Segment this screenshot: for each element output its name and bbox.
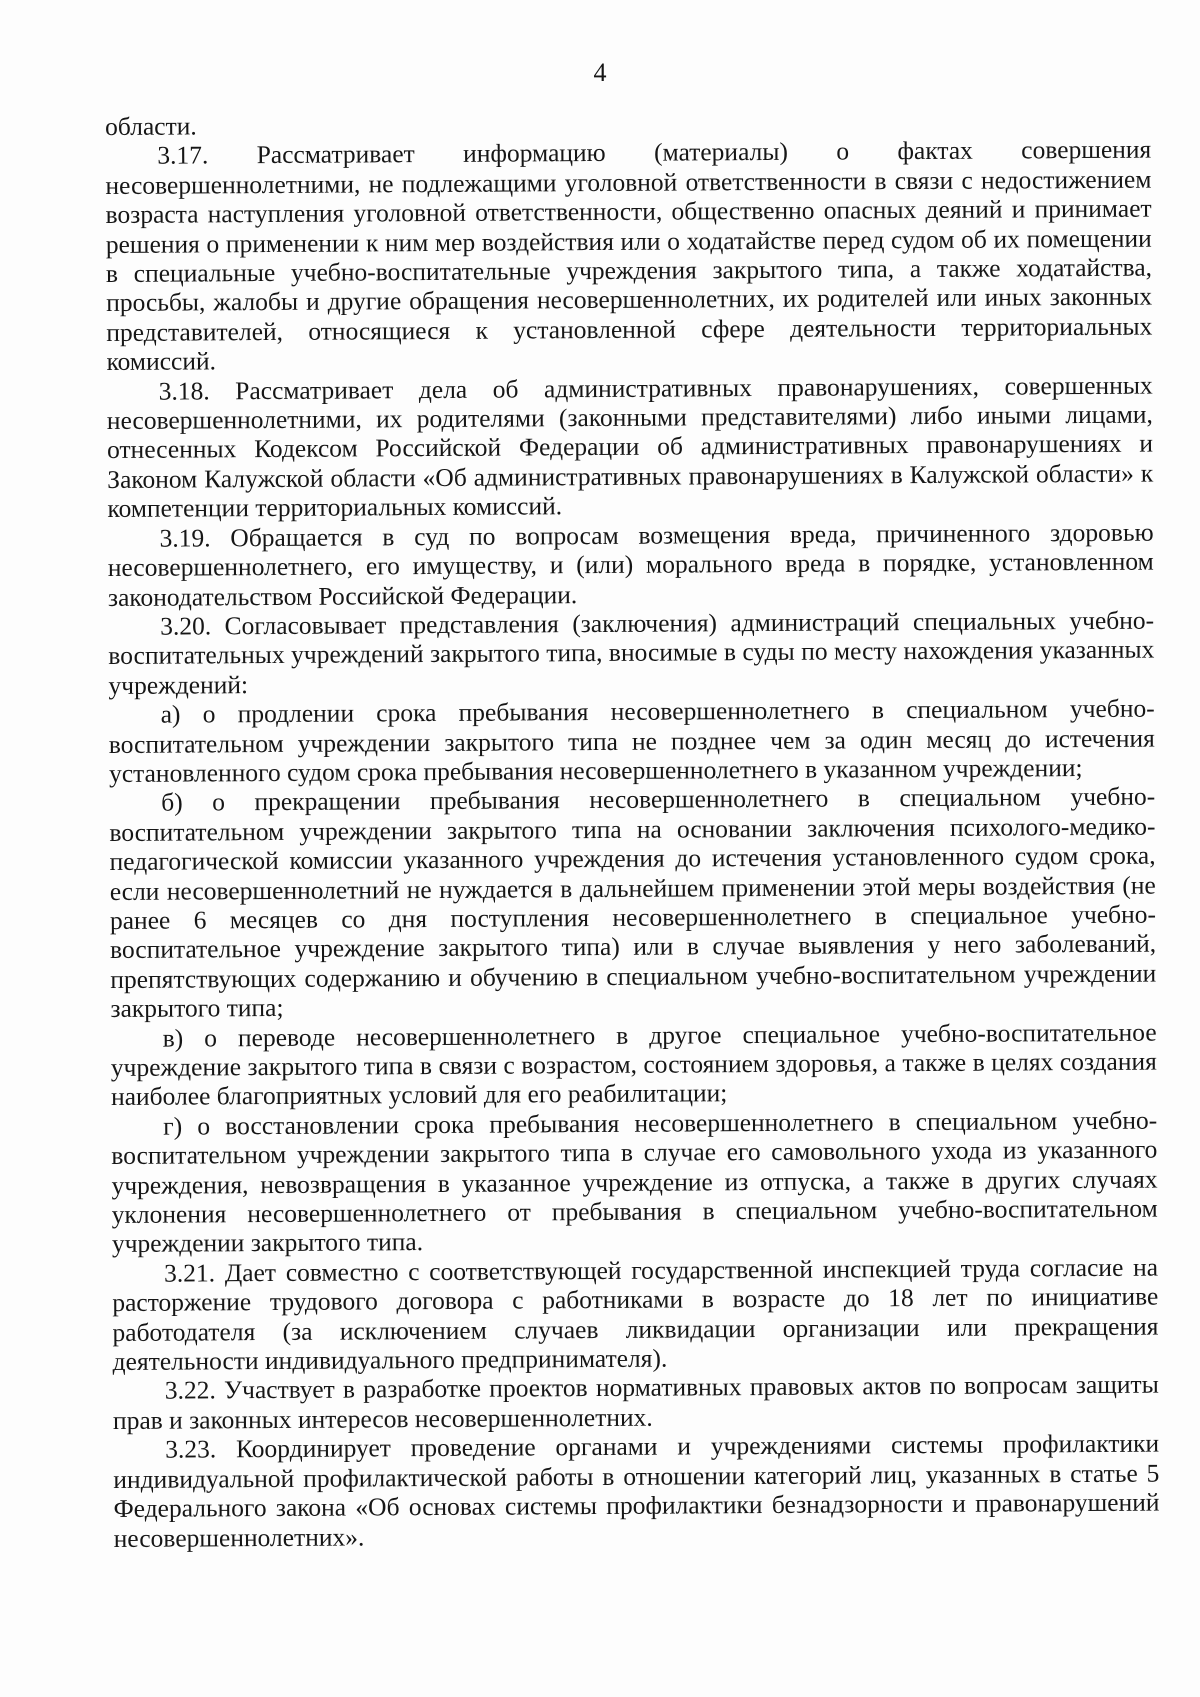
- paragraph-3-20: 3.20. Согласовывает представления (заключения) администраций специальных учебно-воспитательных учреждений закрытого типа, вносимые в суды по месту нахождения указанных учреждений:: [108, 605, 1155, 700]
- paragraph-3-23: 3.23. Координирует проведение органами и учреждениями системы профилактики индивидуальной профилактической работы в отношении категорий лиц, указанных в статье 5 Федерального закона «Об основах системы профилактики безнадзорности и правонарушений несовершеннолетних».: [113, 1428, 1160, 1553]
- paragraph-3-17: 3.17. Рассматривает информацию (материалы) о фактах совершения несовершеннолетними, не подлежащими уголовной ответственности в связи с недостижением возраста наступления уголовной ответственности, общественно опасных деяний и принимает решения о применении к ним мер воздействия или о ходатайстве перед судом об их помещении в специальные учебно-воспитательные учреждения закрытого типа, а также ходатайства, просьбы, жалобы и другие обращения несовершеннолетних, их родителей или иных законных представителей, относящиеся к установленной сфере деятельности территориальных комиссий.: [105, 135, 1153, 377]
- paragraph-3-18: 3.18. Рассматривает дела об административных правонарушениях, совершенных несовершеннолетними, их родителями (законными представителями) либо иными лицами, отнесенных Кодексом Российской Федерации об административных правонарушениях и Законом Калужской области «Об административных правонарушениях в Калужской области» к компетенции территориальных комиссий.: [106, 370, 1154, 524]
- page-number: 4: [593, 58, 607, 87]
- paragraph-3-21: 3.21. Дает совместно с соответствующей государственной инспекцией труда согласие на расторжение трудового договора с работниками в возрасте до 18 лет по инициативе работодателя (за исключением случаев ликвидации организации или прекращения деятельности индивидуального предпринимателя).: [112, 1252, 1159, 1377]
- document-body: [105, 106, 1160, 1553]
- paragraph-3-20-b: б) о прекращении пребывания несовершеннолетнего в специальном учебно-воспитательном учреждении закрытого типа на основании заключения психолого-медико-педагогической комиссии указанного учреждения до истечения установленного судом срока, если несовершеннолетний не нуждается в дальнейшем применении этой меры воздействия (не ранее 6 месяцев со дня поступления несовершеннолетнего в специальное учебно-воспитательное учреждение закрытого типа) или в случае выявления у него заболеваний, препятствующих содержанию и обучению в специальном учебно-воспитательном учреждении закрытого типа;: [109, 781, 1157, 1024]
- paragraph-3-20-a: а) о продлении срока пребывания несовершеннолетнего в специальном учебно-воспитательном учреждении закрытого типа не позднее чем за один месяц до истечения установленного судом срока пребывания несовершеннолетнего в указанном учреждении;: [108, 693, 1155, 788]
- paragraph-3-20-g: г) о восстановлении срока пребывания несовершеннолетнего в специальном учебно-воспитательном учреждении закрытого типа в случае его самовольного ухода из указанного учреждения, невозвращения в указанное учреждение из отпуска, а также в других случаях уклонения несовершеннолетнего от пребывания в специальном учебно-воспитательном учреждении закрытого типа.: [111, 1105, 1158, 1259]
- paragraph-continuation: области.: [105, 111, 197, 141]
- paragraph-3-19: 3.19. Обращается в суд по вопросам возмещения вреда, причиненного здоровью несовершеннолетнего, его имуществу, и (или) морального вреда в порядке, установленном законодательством Российской Федерации.: [107, 517, 1154, 612]
- paragraph-3-22: 3.22. Участвует в разработке проектов нормативных правовых актов по вопросам защиты прав и законных интересов несовершеннолетних.: [112, 1370, 1159, 1435]
- paragraph-3-20-v: в) о переводе несовершеннолетнего в другое специальное учебно-воспитательное учреждение закрытого типа в связи с возрастом, состоянием здоровья, а также в целях создания наиболее благоприятных условий для его реабилитации;: [110, 1017, 1157, 1112]
